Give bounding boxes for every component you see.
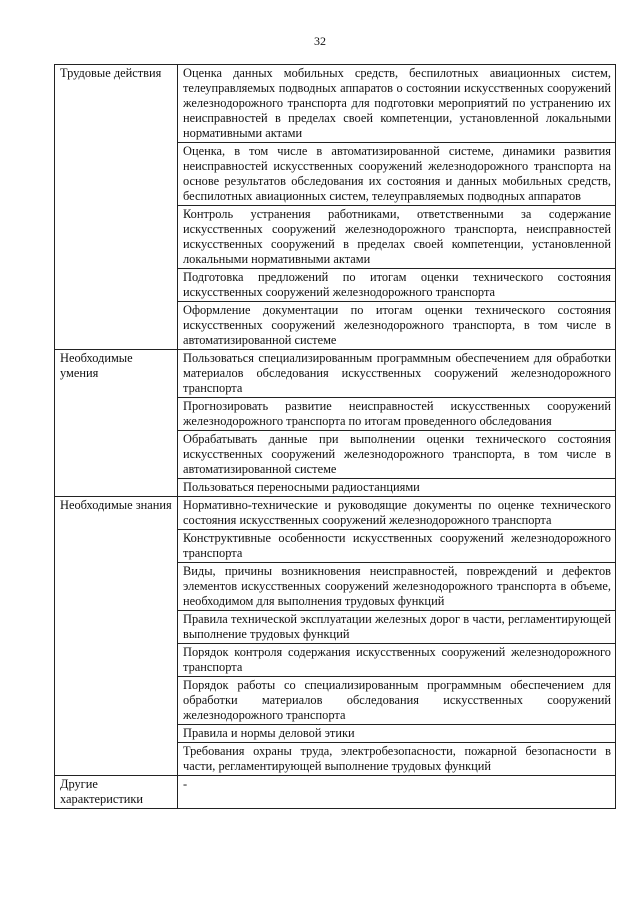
required-skills-item: Обрабатывать данные при выполнении оценки технического состояния искусственных сооружений железнодорожного транспорта, в том числе в автоматизированной системе: [178, 431, 616, 479]
required-knowledge-item: Порядок контроля содержания искусственных сооружений железнодорожного транспорта: [178, 644, 616, 677]
labor-actions-item: Оформление документации по итогам оценки технического состояния искусственных сооружений железнодорожного транспорта, в том числе в автоматизированной системе: [178, 302, 616, 350]
labor-actions-item: Контроль устранения работниками, ответственными за содержание искусственных сооружений железнодорожного транспорта, неисправностей искусственных сооружений в пределах своей компетенции, установленной локальными нормативными актами: [178, 206, 616, 269]
other-characteristics-item: -: [178, 776, 616, 809]
labor-actions-item: Оценка, в том числе в автоматизированной системе, динамики развития неисправностей искусственных сооружений железнодорожного транспорта на основе результатов обследования их состояния и данных мобильных средств, беспилотных авиационных систем, телеуправляемых подводных аппаратов: [178, 143, 616, 206]
required-knowledge-item: Требования охраны труда, электробезопасности, пожарной безопасности в части, регламентирующей выполнение трудовых функций: [178, 743, 616, 776]
required-knowledge-item: Виды, причины возникновения неисправностей, повреждений и дефектов элементов искусственных сооружений железнодорожного транспорта в объеме, необходимом для выполнения трудовых функций: [178, 563, 616, 611]
section-label-other-characteristics: Другие характеристики: [55, 776, 178, 809]
required-knowledge-item: Конструктивные особенности искусственных сооружений железнодорожного транспорта: [178, 530, 616, 563]
required-skills-item: Пользоваться специализированным программным обеспечением для обработки материалов обследования искусственных сооружений железнодорожного транспорта: [178, 350, 616, 398]
required-knowledge-item: Нормативно-технические и руководящие документы по оценке технического состояния искусственных сооружений железнодорожного транспорта: [178, 497, 616, 530]
table-row: [55, 497, 616, 530]
table-body: [55, 65, 616, 809]
section-label-labor-actions: Трудовые действия: [55, 65, 178, 350]
required-knowledge-item: Правила и нормы деловой этики: [178, 725, 616, 743]
required-skills-item: Пользоваться переносными радиостанциями: [178, 479, 616, 497]
page-number: 32: [314, 34, 326, 48]
required-skills-item: Прогнозировать развитие неисправностей искусственных сооружений железнодорожного транспорта по итогам проведенного обследования: [178, 398, 616, 431]
table-row: [55, 350, 616, 398]
required-knowledge-item: Порядок работы со специализированным программным обеспечением для обработки материалов обследования искусственных сооружений железнодорожного транспорта: [178, 677, 616, 725]
work-functions-table: [54, 64, 616, 809]
section-label-required-knowledge: Необходимые знания: [55, 497, 178, 776]
table-row: [55, 776, 616, 809]
labor-actions-item: Оценка данных мобильных средств, беспилотных авиационных систем, телеуправляемых подводных аппаратов о состоянии искусственных сооружений железнодорожного транспорта для подготовки мероприятий по устранению их неисправностей в пределах своей компетенции, установленной локальными нормативными актами: [178, 65, 616, 143]
labor-actions-item: Подготовка предложений по итогам оценки технического состояния искусственных сооружений железнодорожного транспорта: [178, 269, 616, 302]
table-row: [55, 65, 616, 143]
section-label-required-skills: Необходимые умения: [55, 350, 178, 497]
required-knowledge-item: Правила технической эксплуатации железных дорог в части, регламентирующей выполнение трудовых функций: [178, 611, 616, 644]
